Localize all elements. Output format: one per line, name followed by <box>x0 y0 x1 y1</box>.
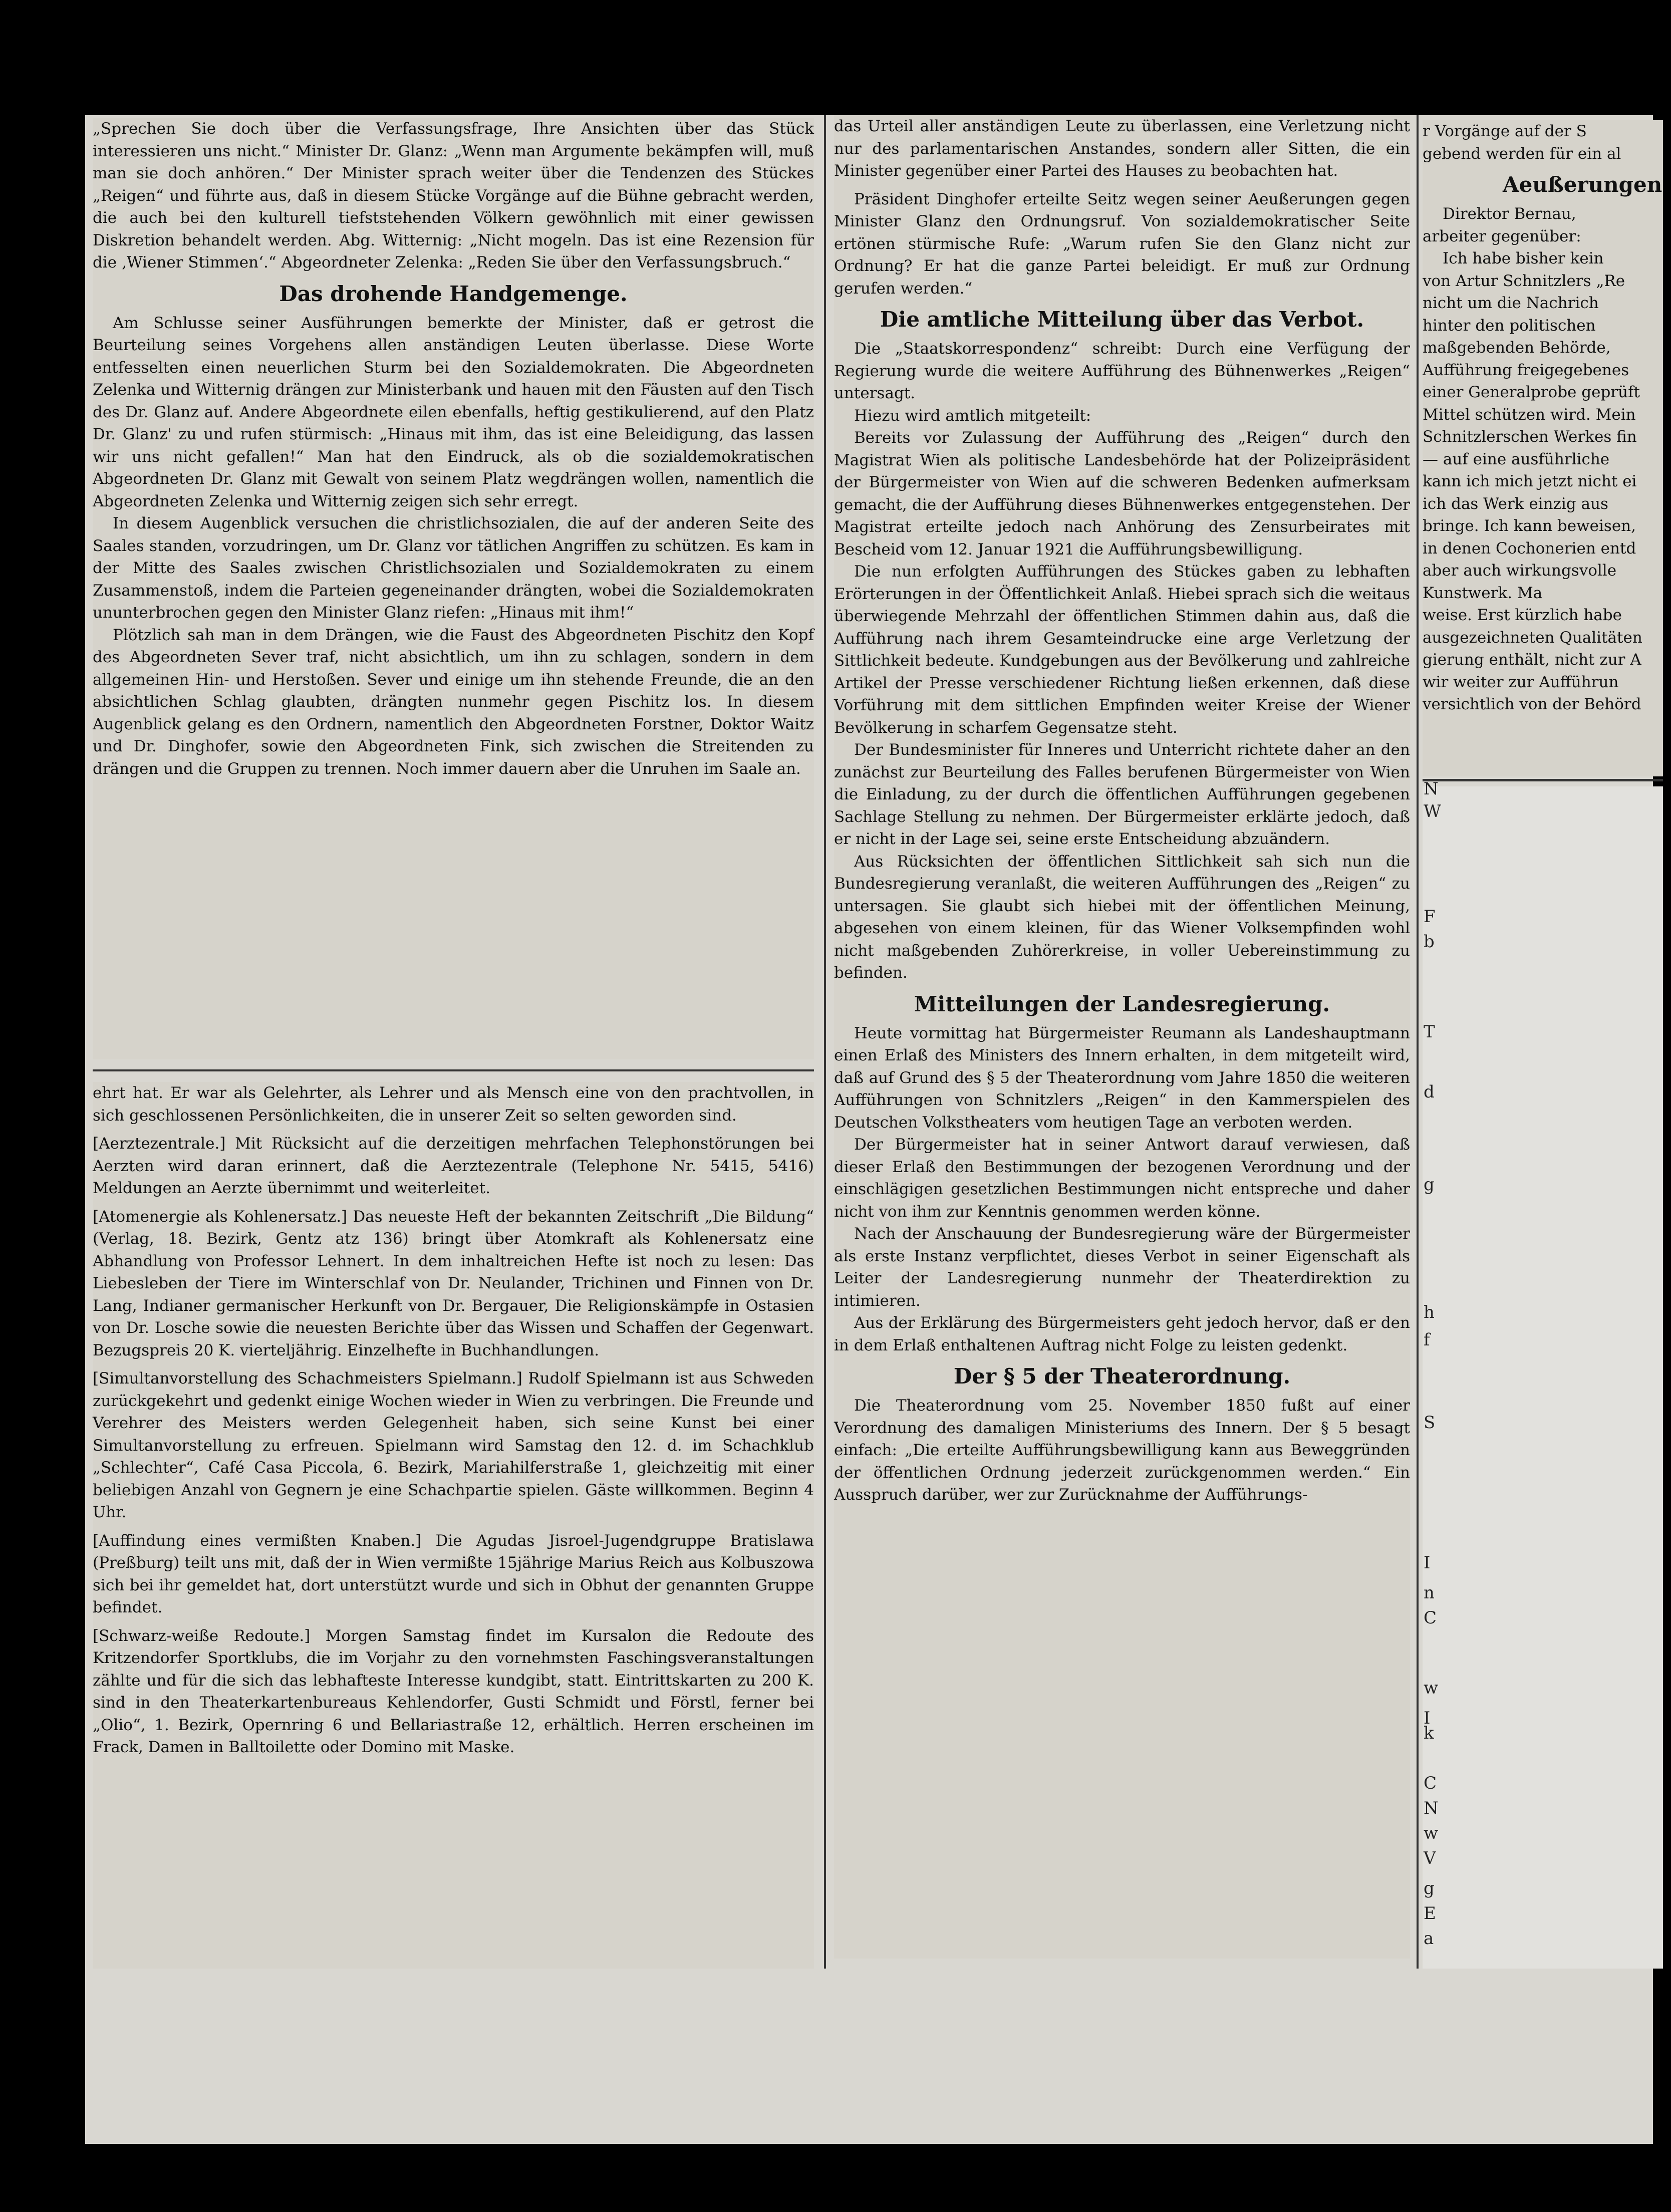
text-line: bringe. Ich kann beweisen, <box>1423 517 1636 535</box>
section-heading: Mitteilungen der Landesregierung. <box>914 991 1330 1016</box>
paragraph: Bereits vor Zulassung der Aufführung des „Reigen“ durch den Magistrat Wien als politische Landesbehörde hat der Polizeipräsident der Bürgermeister von Wien auf die schweren Bedenken aufmerksam gemacht, die der Aufführung dieses Bühnenwerkes entgegenstehen. Der Magistrat erteilte jedoch nach Anhörung des Zensurbeirates mit Bescheid vom 12. Januar 1921 die Aufführungsbewilligung. <box>834 429 1410 559</box>
text-line: gierung enthält, nicht zur A <box>1423 651 1641 669</box>
edge-fragment: w <box>1424 1823 1439 1843</box>
text-line: Schnitzlerschen Werkes fin <box>1423 428 1637 446</box>
edge-fragment: W <box>1424 801 1441 821</box>
edge-fragment: N <box>1424 779 1439 799</box>
text-line: Mittel schützen wird. Mein <box>1423 405 1636 424</box>
text-line: kann ich mich jetzt nicht ei <box>1423 472 1637 490</box>
edge-fragment: g <box>1424 1878 1435 1898</box>
edge-fragment: N <box>1424 1798 1439 1818</box>
paragraph: Der Bundesminister für Inneres und Unterricht richtete daher an den zunächst zur Beurteilung des Falles berufenen Bürgermeister von Wien die Einladung, zu der durch die öffentlichen Aufführungen gegebenen Sachlage Stellung zu nehmen. Der Bürgermeister erklärte jedoch, daß er nicht in der Lage sei, seine erste Entscheidung abzuändern. <box>834 741 1410 848</box>
edge-fragment: C <box>1424 1773 1437 1793</box>
text-line: in denen Cochonerien entd <box>1423 539 1636 558</box>
article-column-left-top <box>93 118 814 1059</box>
text-line: von Artur Schnitzlers „Re <box>1423 271 1625 290</box>
text-line: arbeiter gegenüber: <box>1423 227 1581 245</box>
paragraph: Aus Rücksichten der öffentlichen Sittlichkeit sah sich nun die Bundesregierung veranlaßt, die weiteren Aufführungen des „Reigen“ zu untersagen. Sie glaubt sich hiebei mit der öffentlichen Meinung, abgesehen von einem kleinen, für das Wiener Volksempfinden wohl nicht maßgebenden Zuhörerkreise, in voller Uebereinstimmung zu befinden. <box>834 852 1410 982</box>
paragraph: Der Bürgermeister hat in seiner Antwort darauf verwiesen, daß dieser Erlaß den Bestimmungen der bezogenen Verordnung und der einschlägigen gesetzlichen Bestimmungen nicht entspreche und daher nicht von ihm zur Kenntnis genommen werden könne. <box>834 1136 1410 1221</box>
edge-fragment: f <box>1424 1330 1430 1350</box>
news-note: [Auffindung eines vermißten Knaben.] Die Agudas Jisroel-Jugendgruppe Bratislawa (Preßburg) teilt uns mit, daß der in Wien vermißte 15jährige Marius Reich aus Kolbuszowa sich bei ihr gemeldet hat, dort unterstützt wurde und sich in Obhut der genannten Gruppe befindet. <box>93 1531 814 1616</box>
edge-fragment: E <box>1424 1903 1436 1923</box>
text-line: weise. Erst kürzlich habe <box>1423 606 1622 624</box>
column-divider <box>824 115 826 1969</box>
article-column-left-bottom <box>93 1082 814 1969</box>
news-note: [Atomenergie als Kohlenersatz.] Das neueste Heft der bekannten Zeitschrift „Die Bildung“ (Verlag, 18. Bezirk, Gentz atz 136) bringt über Atomkraft als Kohlenersatz eine Abhandlung von Professor Lehnert. In dem inhaltreichen Hefte ist noch zu lesen: Das Liebesleben der Tiere im Winterschlaf von Dr. Neulander, Trichinen und Finnen von Dr. Lang, Indianer germanischer Herkunft von Dr. Bergauer, Die Religionskämpfe in Ostasien von Dr. Losche sowie die neuesten Berichte über das Wissen und Schaffen der Gegenwart. Bezugspreis 20 K. vierteljährig. Einzelhefte in Buchhandlungen. <box>93 1207 814 1359</box>
edge-fragment: F <box>1424 907 1436 927</box>
paragraph: „Sprechen Sie doch über die Verfassungsfrage, Ihre Ansichten über das Stück interessieren uns nicht.“ Minister Dr. Glanz: „Wenn man Argumente bekämpfen will, muß man sie doch anhören.“ Der Minister sprach weiter über die Tendenzen des Stückes „Reigen“ und führte aus, daß in diesem Stücke Vorgänge auf die Bühne gebracht werden, die auch bei den kulturell tiefststehenden Völkern gewöhnlich mit einer gewissen Diskretion behandelt werden. Abg. Witternig: „Nicht mogeln. Das ist eine Rezension für die ‚Wiener Stimmen‘.“ Abgeordneter Zelenka: „Reden Sie über den Verfassungsbruch.“ <box>93 120 814 271</box>
text-line: nicht um die Nachrich <box>1423 294 1599 312</box>
text-line: Direktor Bernau, <box>1443 205 1576 223</box>
text-line: Ich habe bisher kein <box>1443 249 1604 267</box>
text-line: hinter den politischen <box>1423 316 1596 335</box>
column-divider <box>1417 115 1419 1969</box>
paragraph: Die „Staatskorrespondenz“ schreibt: Durch eine Verfügung der Regierung wurde die weitere Aufführung des Bühnenwerkes „Reigen“ untersagt. <box>834 340 1410 402</box>
news-note: [Schwarz-weiße Redoute.] Morgen Samstag findet im Kursalon die Redoute des Kritzendorfer Sportklubs, die im Vorjahr zu den vornehmsten Faschingsveranstaltungen zählte und für die sich das lebhafteste Interesse kundgibt, statt. Eintrittskarten zu 200 K. sind in den Theaterkartenbureaus Kehlendorfer, Gusti Schmidt und Förstl, ferner bei „Olio“, 1. Bezirk, Opernring 6 und Bellariastraße 12, erhältlich. Herren erscheinen im Frack, Damen in Balltoilette oder Domino mit Maske. <box>93 1626 814 1756</box>
paragraph: Plötzlich sah man in dem Drängen, wie die Faust des Abgeordneten Pischitz den Kopf des Abgeordneten Sever traf, nicht absichtlich, um ihn zu schlagen, sondern in dem allgemeinen Hin- und Herstoßen. Sever und einige um ihn stehende Freunde, die an den absichtlichen Schlag glaubten, drängten nunmehr gegen Pischitz los. In diesem Augenblick gelang es den Ordnern, namentlich den Abgeordneten Forstner, Doktor Waitz und Dr. Dinghofer, sowie den Abgeordneten Fink, sich zwischen die Streitenden zu drängen und die Gruppen zu trennen. Noch immer dauern aber die Unruhen im Saale an. <box>93 626 814 778</box>
edge-fragment: S <box>1424 1413 1436 1433</box>
paragraph: Heute vormittag hat Bürgermeister Reumann als Landeshauptmann einen Erlaß des Ministers des Innern erhalten, in dem mitgeteilt wird, daß auf Grund des § 5 der Theaterordnung vom Jahre 1850 die weiteren Aufführungen von Schnitzlers „Reigen“ in den Kammerspielen des Deutschen Volkstheaters vom heutigen Tage an verboten werden. <box>834 1024 1410 1132</box>
paragraph: Die Theaterordnung vom 25. November 1850 fußt auf einer Verordnung des damaligen Ministeriums des Innern. Der § 5 besagt einfach: „Die erteilte Aufführungsbewilligung kann aus Beweggründen der öffentlichen Ordnung jederzeit zurückgenommen werden.“ Ein Ausspruch darüber, wer zur Zurücknahme der Aufführungs- <box>834 1397 1410 1504</box>
paragraph: Die nun erfolgten Aufführungen des Stückes gaben zu lebhaften Erörterungen in der Öffentlichkeit Anlaß. Hiebei sprach sich die weitaus überwiegende Mehrzahl der öffentlichen Stimmen dahin aus, daß die Aufführung nach ihrem Gesamteindrucke eine arge Verletzung der Sittlichkeit bedeute. Kundgebungen aus der Bevölkerung und zahlreiche Artikel der Presse verschiedener Richtung ließen erkennen, daß diese Vorführung mit dem sittlichen Empfinden weiter Kreise der Wiener Bevölkerung in scharfem Gegensatze steht. <box>834 563 1410 737</box>
edge-fragment: b <box>1424 932 1435 952</box>
news-note: [Simultanvorstellung des Schachmeisters Spielmann.] Rudolf Spielmann ist aus Schweden zurückgekehrt und gedenkt einige Wochen wieder in Wien zu verbringen. Die Freunde und Verehrer des Meisters werden Gelegenheit haben, sich seine Kunst bei einer Simultanvorstellung zu erfreuen. Spielmann wird Samstag den 12. d. im Schachklub „Schlechter“, Café Casa Piccola, 6. Bezirk, Mariahilferstraße 1, gleichzeitig mit einer beliebigen Anzahl von Gegnern je eine Schachpartie spielen. Gäste willkommen. Beginn 4 Uhr. <box>93 1369 814 1521</box>
paragraph: Am Schlusse seiner Ausführungen bemerkte der Minister, daß er getrost die Beurteilung seines Vorgehens allen anständigen Leuten überlasse. Diese Worte entfesselten einen neuerlichen Sturm bei den Sozialdemokraten. Die Abgeordneten Zelenka und Witternig drängen zur Ministerbank und hauen mit den Fäusten auf den Tisch des Dr. Glanz auf. Andere Abgeordnete eilen ebenfalls, heftig gestikulierend, auf den Platz Dr. Glanz' zu und rufen stürmisch: „Hinaus mit ihm, das ist eine Beleidigung, das lassen wir uns nicht gefallen!“ Man hat den Eindruck, als ob die sozialdemokratischen Abgeordneten Dr. Glanz mit Gewalt von seinem Platz wegdrängen wollen, namentlich die Abgeordneten Zelenka und Witternig zeigen sich sehr erregt. <box>93 314 814 510</box>
text-line: gebend werden für ein al <box>1423 144 1621 163</box>
edge-fragment: k <box>1424 1723 1434 1743</box>
paragraph: das Urteil aller anständigen Leute zu überlassen, eine Verletzung nicht nur des parlamentarischen Anstandes, sondern aller Sitten, die ein Minister gegenüber einer Partei des Hauses zu beobachten hat. <box>834 117 1410 180</box>
news-note: [Aerztezentrale.] Mit Rücksicht auf die derzeitigen mehrfachen Telephonstörungen bei Aerzten wird daran erinnert, daß die Aerztezentrale (Telephone Nr. 5415, 5416) Meldungen an Aerzte übernimmt und weiterleitet. <box>93 1135 814 1197</box>
edge-fragment: h <box>1424 1302 1435 1322</box>
article-column-middle <box>834 115 1410 1959</box>
text-line: maßgebenden Behörde, <box>1423 339 1611 357</box>
section-heading: Aeußerungen <box>1503 172 1662 197</box>
text-line: ich das Werk einzig aus <box>1423 494 1608 513</box>
paragraph: Nach der Anschauung der Bundesregierung wäre der Bürgermeister als erste Instanz verpflichtet, dieses Verbot in seiner Eigenschaft als Leiter der Landesregierung nunmehr der Theaterdirektion zu intimieren. <box>834 1225 1410 1310</box>
edge-fragment: T <box>1424 1022 1435 1042</box>
text-line: aber auch wirkungsvolle <box>1423 562 1617 580</box>
edge-fragment: I <box>1424 1708 1431 1728</box>
text-line: versichtlich von der Behörd <box>1423 695 1641 713</box>
text-line: r Vorgänge auf der S <box>1423 122 1587 140</box>
text-line: Aufführung freigegebenes <box>1423 361 1629 379</box>
section-heading: Die amtliche Mitteilung über das Verbot. <box>880 307 1364 332</box>
article-column-right-fragment <box>1423 120 1663 776</box>
paragraph: Hiezu wird amtlich mitgeteilt: <box>854 406 1091 425</box>
paragraph: Präsident Dinghofer erteilte Seitz wegen seiner Aeußerungen gegen Minister Glanz den Ordnungsruf. Von sozialdemokratischer Seite ertönen stürmische Rufe: „Warum rufen Sie den Glanz nicht zur Ordnung? Er hat die ganze Partei beleidigt. Er muß zur Ordnung gerufen werden.“ <box>834 190 1410 298</box>
text-line: wir weiter zur Aufführun <box>1423 673 1619 691</box>
section-divider <box>1423 779 1663 781</box>
text-line: Kunstwerk. Ma <box>1423 584 1543 602</box>
section-heading: Der § 5 der Theaterordnung. <box>953 1364 1291 1389</box>
text-line: — auf eine ausführliche <box>1423 450 1610 468</box>
blank-paper-area <box>1423 786 1663 1969</box>
edge-fragment: a <box>1424 1928 1434 1949</box>
paragraph: In diesem Augenblick versuchen die christlichsozialen, die auf der anderen Seite des Saales standen, vorzudringen, um Dr. Glanz vor tätlichen Angriffen zu schützen. Es kam in der Mitte des Saales zwischen Christlichsozialen und Sozialdemokraten zu einem Zusammenstoß, indem die Parteien gegeneinander drängten, wobei die Sozialdemokraten ununterbrochen gegen den Minister Glanz riefen: „Hinaus mit ihm!“ <box>93 514 814 622</box>
edge-fragment: C <box>1424 1608 1437 1628</box>
edge-fragment: g <box>1424 1175 1435 1195</box>
text-line: einer Generalprobe geprüft <box>1423 383 1640 401</box>
edge-fragment: w <box>1424 1678 1439 1698</box>
paragraph: Aus der Erklärung des Bürgermeisters geht jedoch hervor, daß er den in dem Erlaß enthaltenen Auftrag nicht Folge zu leisten gedenkt. <box>834 1314 1410 1354</box>
edge-fragment: n <box>1424 1583 1435 1603</box>
edge-fragment: I <box>1424 1553 1431 1573</box>
edge-fragment: d <box>1424 1082 1435 1102</box>
section-heading: Das drohende Handgemenge. <box>279 281 628 306</box>
text-line: ausgezeichneten Qualitäten <box>1423 628 1642 647</box>
edge-fragment: V <box>1424 1848 1436 1868</box>
paragraph: ehrt hat. Er war als Gelehrter, als Lehrer und als Mensch eine von den prachtvollen, in sich geschlossenen Persönlichkeiten, die in unserer Zeit so selten geworden sind. <box>93 1084 814 1125</box>
section-divider <box>93 1069 814 1071</box>
